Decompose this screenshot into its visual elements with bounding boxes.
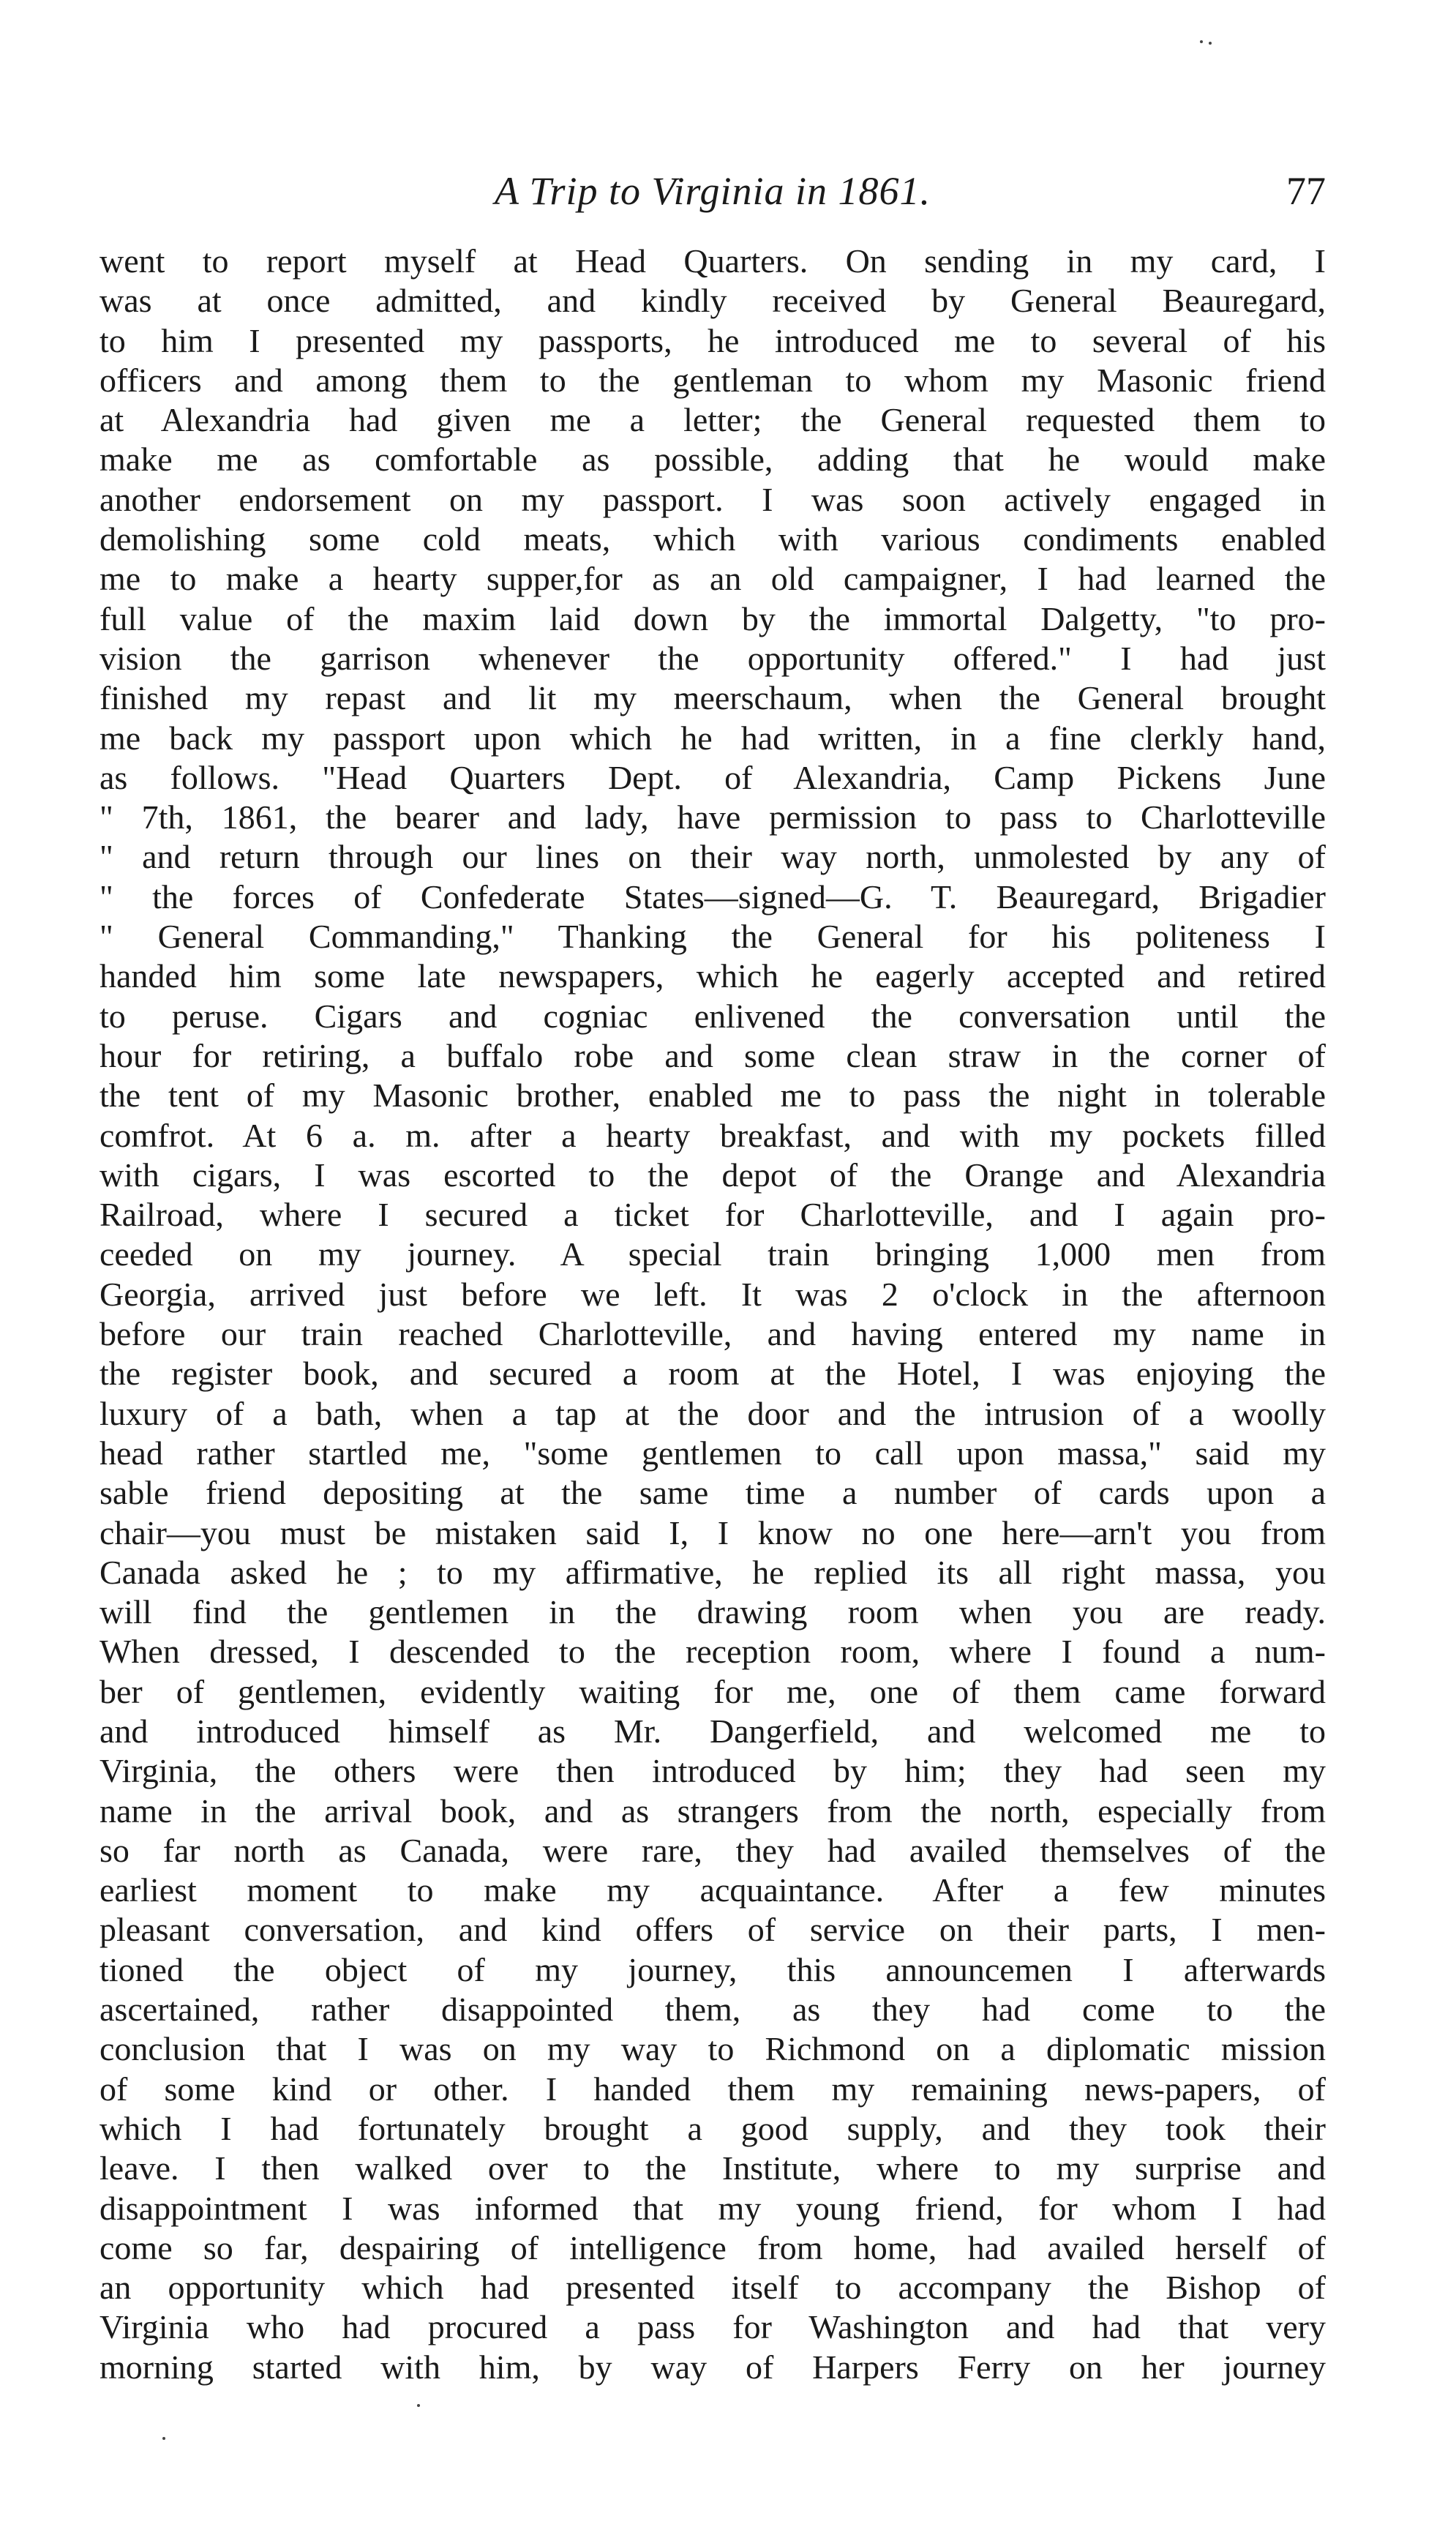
text-line: so far north as Canada, were rare, they had availed themselves of the xyxy=(100,1831,1326,1869)
text-line: was at once admitted, and kindly received by General Beauregard, xyxy=(100,282,1326,320)
text-line: " General Commanding," Thanking the General for his politeness I xyxy=(100,918,1326,956)
text-line: the register book, and secured a room at the Hotel, I was enjoying the xyxy=(100,1355,1326,1393)
text-line: me back my passport upon which he had written, in a fine clerkly hand, xyxy=(100,719,1326,757)
text-line: the tent of my Masonic brother, enabled me to pass the night in tolerable xyxy=(100,1077,1326,1115)
page-header xyxy=(100,165,1326,217)
margin-speck xyxy=(417,2404,420,2407)
margin-speck xyxy=(162,2437,165,2440)
text-line: which I had fortunately brought a good supply, and they took their xyxy=(100,2109,1326,2147)
text-line: and introduced himself as Mr. Dangerfield, and welcomed me to xyxy=(100,1712,1326,1750)
text-line: chair—you must be mistaken said I, I know no one here—arn't you from xyxy=(100,1513,1326,1551)
text-line: head rather startled me, "some gentlemen to call upon massa," said my xyxy=(100,1434,1326,1472)
text-line: earliest moment to make my acquaintance. After a few minutes xyxy=(100,1871,1326,1909)
text-line: make me as comfortable as possible, adding that he would make xyxy=(100,441,1326,479)
text-line: pleasant conversation, and kind offers of service on their parts, I men- xyxy=(100,1911,1326,1949)
text-line: Virginia, the others were then introduced by him; they had seen my xyxy=(100,1752,1326,1790)
text-line: an opportunity which had presented itself to accompany the Bishop of xyxy=(100,2269,1326,2307)
text-line: before our train reached Charlotteville, and having entered my name in xyxy=(100,1315,1326,1353)
text-line: to him I presented my passports, he introduced me to several of his xyxy=(100,321,1326,359)
text-line: morning started with him, by way of Harpers Ferry on her journey xyxy=(100,2348,1326,2386)
text-line: went to report myself at Head Quarters. On sending in my card, I xyxy=(100,242,1326,280)
text-line: When dressed, I descended to the reception room, where I found a num- xyxy=(100,1633,1326,1671)
text-line: finished my repast and lit my meerschaum, when the General brought xyxy=(100,679,1326,717)
text-line: ber of gentlemen, evidently waiting for me, one of them came forward xyxy=(100,1672,1326,1710)
text-line: of some kind or other. I handed them my remaining news-papers, of xyxy=(100,2070,1326,2108)
text-line: will find the gentlemen in the drawing room when you are ready. xyxy=(100,1593,1326,1631)
body-text xyxy=(100,242,1326,2387)
text-line: me to make a hearty supper,for as an old campaigner, I had learned the xyxy=(100,560,1326,598)
margin-speck xyxy=(1200,40,1203,43)
text-line: conclusion that I was on my way to Richmond on a diplomatic mission xyxy=(100,2030,1326,2068)
text-line: Virginia who had procured a pass for Washington and had that very xyxy=(100,2308,1326,2346)
text-line: disappointment I was informed that my young friend, for whom I had xyxy=(100,2189,1326,2227)
text-line: leave. I then walked over to the Institute, where to my surprise and xyxy=(100,2149,1326,2187)
text-line: with cigars, I was escorted to the depot of the Orange and Alexandria xyxy=(100,1156,1326,1194)
text-line: luxury of a bath, when a tap at the door and the intrusion of a woolly xyxy=(100,1394,1326,1432)
text-line: Canada asked he ; to my affirmative, he replied its all right massa, you xyxy=(100,1553,1326,1591)
text-line: " and return through our lines on their way north, unmolested by any of xyxy=(100,838,1326,876)
text-line: ascertained, rather disappointed them, as they had come to the xyxy=(100,1991,1326,2029)
text-line: " 7th, 1861, the bearer and lady, have permission to pass to Charlotteville xyxy=(100,798,1326,836)
page-number: 77 xyxy=(1286,169,1326,213)
text-line: ceeded on my journey. A special train bringing 1,000 men from xyxy=(100,1235,1326,1273)
text-line: tioned the object of my journey, this announcemen I afterwards xyxy=(100,1950,1326,1988)
text-line: officers and among them to the gentleman to whom my Masonic friend xyxy=(100,361,1326,399)
text-line: to peruse. Cigars and cogniac enlivened the conversation until the xyxy=(100,997,1326,1035)
text-line: another endorsement on my passport. I was soon actively engaged in xyxy=(100,480,1326,518)
text-line: hour for retiring, a buffalo robe and some clean straw in the corner of xyxy=(100,1036,1326,1074)
text-line: sable friend depositing at the same time a number of cards upon a xyxy=(100,1474,1326,1512)
text-line: full value of the maxim laid down by the immortal Dalgetty, "to pro- xyxy=(100,599,1326,637)
text-line: " the forces of Confederate States—signed—G. T. Beauregard, Brigadier xyxy=(100,877,1326,916)
text-line: handed him some late newspapers, which he eagerly accepted and retired xyxy=(100,957,1326,995)
text-line: as follows. "Head Quarters Dept. of Alexandria, Camp Pickens June xyxy=(100,758,1326,796)
text-line: come so far, despairing of intelligence from home, had availed herself of xyxy=(100,2228,1326,2266)
text-line: vision the garrison whenever the opportunity offered." I had just xyxy=(100,639,1326,677)
text-line: name in the arrival book, and as strangers from the north, especially from xyxy=(100,1791,1326,1830)
margin-speck xyxy=(1209,42,1212,45)
text-line: Georgia, arrived just before we left. It was 2 o'clock in the afternoon xyxy=(100,1275,1326,1313)
text-line: at Alexandria had given me a letter; the General requested them to xyxy=(100,401,1326,439)
running-title: A Trip to Virginia in 1861. xyxy=(494,169,931,213)
text-line: Railroad, where I secured a ticket for Charlotteville, and I again pro- xyxy=(100,1196,1326,1234)
text-line: comfrot. At 6 a. m. after a hearty breakfast, and with my pockets filled xyxy=(100,1116,1326,1154)
text-line: demolishing some cold meats, which with various condiments enabled xyxy=(100,520,1326,558)
